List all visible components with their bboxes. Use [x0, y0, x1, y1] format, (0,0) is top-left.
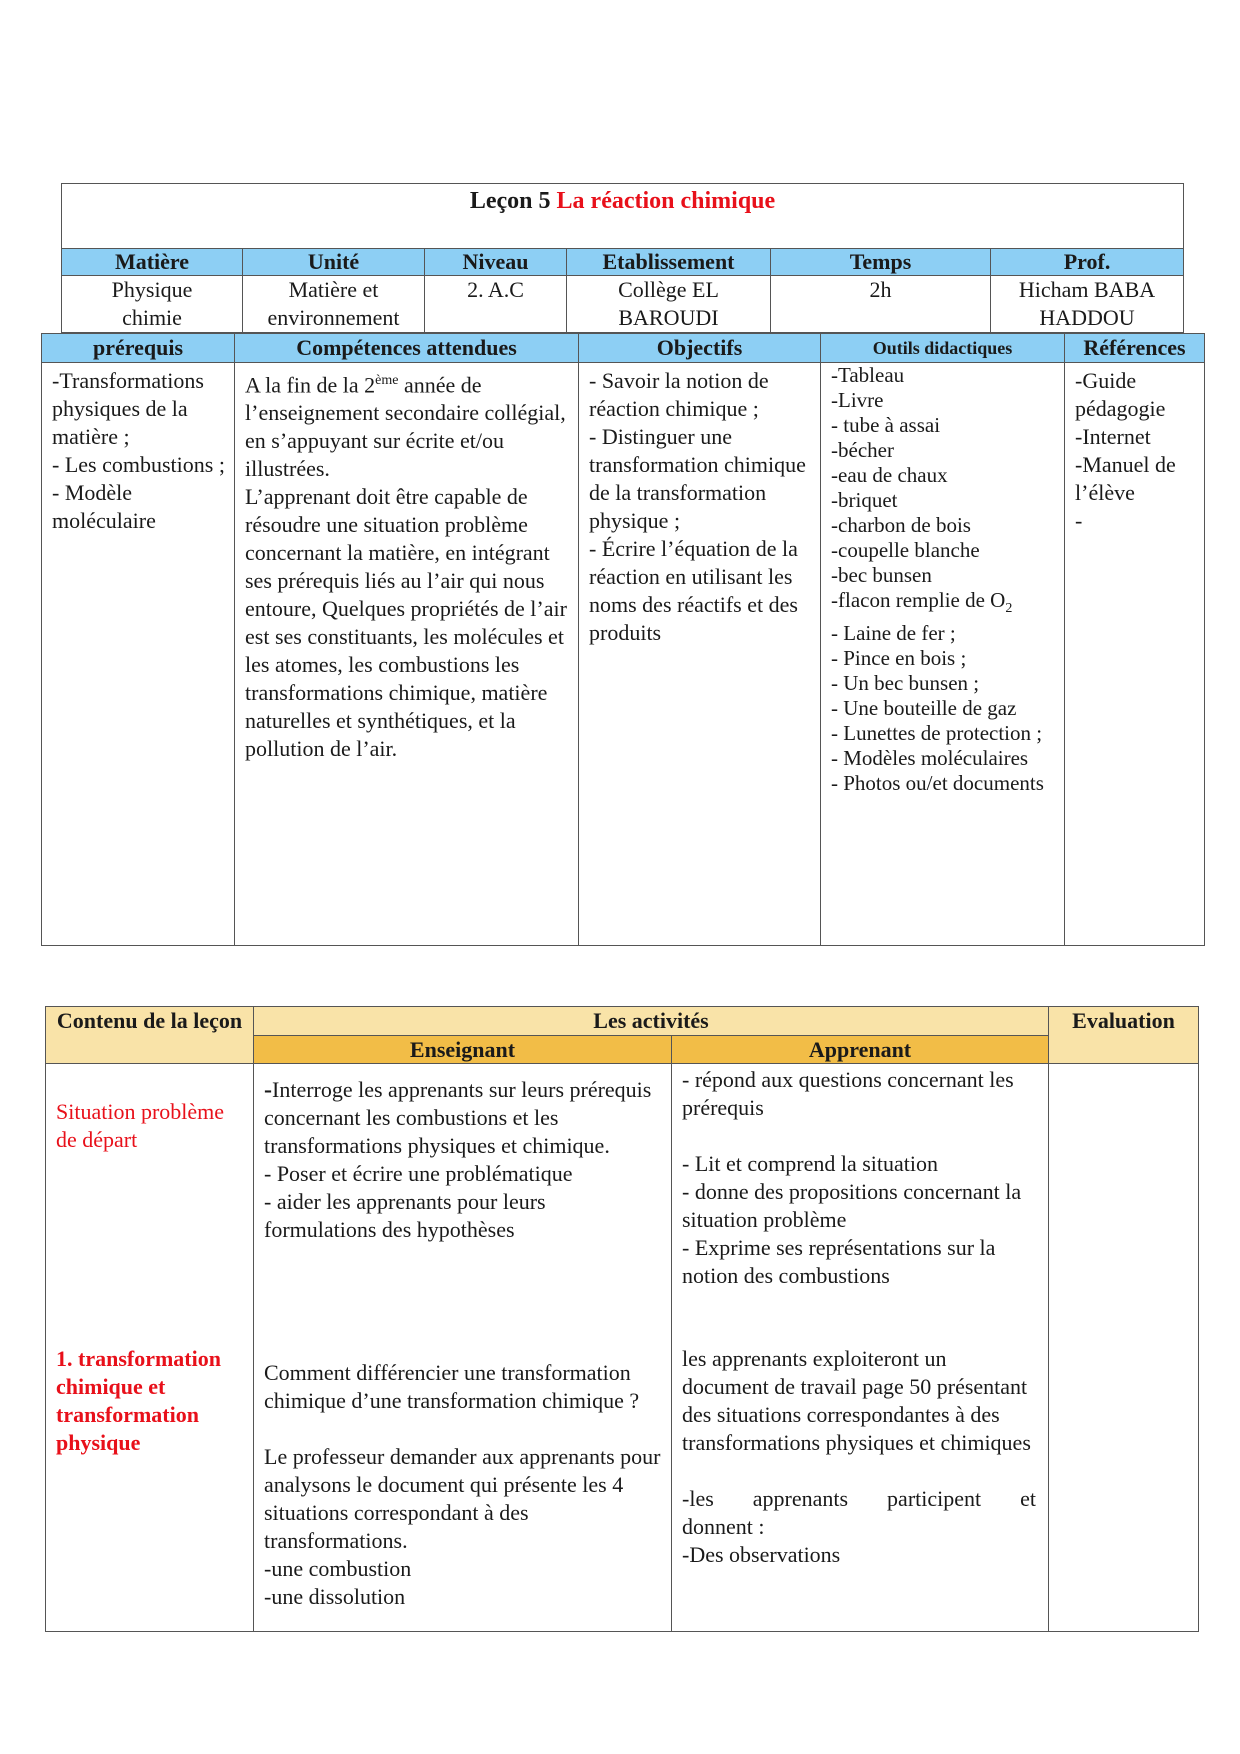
- prerequis-text: -Transformations physiques de la matière ; - Les combustions ; - Modèle moléculaire: [52, 368, 225, 533]
- value-matiere: Physique chimie: [62, 276, 243, 333]
- col-apprenant: Apprenant: [672, 1036, 1049, 1064]
- value-etablissement: Collège EL BAROUDI: [567, 276, 771, 333]
- blank-line: [682, 1457, 1036, 1485]
- outils-subscript: 2: [1005, 601, 1013, 617]
- apprenant-cell-transformation: [672, 1345, 1049, 1632]
- objectifs-cell: [579, 363, 821, 946]
- references-text: -Guide pédagogie -Internet -Manuel de l’élève -: [1075, 368, 1176, 533]
- header-col-prof: Prof.: [991, 249, 1184, 276]
- outils-list-part2: - Laine de fer ; - Pince en bois ; - Un bec bunsen ; - Une bouteille de gaz - Lunettes de protection ; - Modèles moléculaires - Photos ou/et documents: [831, 621, 1044, 796]
- header-col-temps: Temps: [771, 249, 991, 276]
- competences-cell: [235, 363, 579, 946]
- lesson-number: Leçon 5: [469, 188, 551, 214]
- header-col-unite: Unité: [243, 249, 425, 276]
- value-niveau: 2. A.C: [425, 276, 567, 333]
- competences-superscript: ème: [375, 373, 399, 388]
- apprenant-transformation-justified: -les apprenants participent et: [682, 1485, 1036, 1511]
- planning-table: [41, 333, 1205, 946]
- dash-bullet: -: [264, 1077, 272, 1103]
- evaluation-cell-transformation: [1049, 1345, 1199, 1632]
- apprenant-transformation-part1: les apprenants exploiteront un document de travail page 50 présentant des situations correspondantes à des transformations physiques et chimiques: [682, 1345, 1031, 1455]
- apprenant-cell-situation: [672, 1064, 1049, 1345]
- evaluation-cell-situation: [1049, 1064, 1199, 1345]
- col-evaluation: Evaluation: [1049, 1007, 1199, 1064]
- enseignant-cell-situation: [254, 1064, 672, 1345]
- header-col-etablissement: Etablissement: [567, 249, 771, 276]
- lesson-title: La réaction chimique: [556, 188, 776, 214]
- outils-list-part1: -Tableau -Livre - tube à assai -bécher -eau de chaux -briquet -charbon de bois -coupelle blanche -bec bunsen -flacon remplie de O: [831, 363, 1006, 612]
- value-prof: Hicham BABA HADDOU: [991, 276, 1184, 333]
- references-cell: [1065, 363, 1205, 946]
- lesson-header-table: [61, 183, 1184, 333]
- enseignant-situation-text: Interroge les apprenants sur leurs prérequis concernant les combustions et les transformations physiques et chimique. - Poser et écrire une problématique - aider les apprenants pour leurs formulations des hypothèses: [264, 1077, 652, 1242]
- col-enseignant: Enseignant: [254, 1036, 672, 1064]
- header-col-niveau: Niveau: [425, 249, 567, 276]
- activities-table: [45, 1006, 1199, 1632]
- contenu-cell-transformation: [46, 1345, 254, 1632]
- col-contenu: Contenu de la leçon: [46, 1007, 254, 1064]
- enseignant-situation: [264, 1076, 663, 1244]
- competences-text: [245, 367, 570, 763]
- enseignant-cell-transformation: [254, 1345, 672, 1632]
- value-temps: 2h: [771, 276, 991, 333]
- planning-col-prerequis: prérequis: [42, 334, 235, 363]
- contenu-situation: Situation problème de départ: [56, 1099, 225, 1152]
- outils-text: [831, 363, 1056, 796]
- objectifs-text: - Savoir la notion de réaction chimique ; - Distinguer une transformation chimique de la transformation physique ; - Écrire l’équation de la réaction en utilisant les noms des réactifs et des produits: [589, 368, 806, 645]
- competences-start: A la fin de la 2: [245, 372, 376, 398]
- planning-col-competences: Compétences attendues: [235, 334, 579, 363]
- contenu-transformation: 1. transformation chimique et transformation physique: [56, 1345, 221, 1455]
- planning-col-outils: Outils didactiques: [821, 334, 1065, 363]
- lesson-title-cell: [62, 184, 1184, 249]
- planning-col-objectifs: Objectifs: [579, 334, 821, 363]
- contenu-cell-situation: [46, 1064, 254, 1345]
- apprenant-situation: - répond aux questions concernant les prérequis - Lit et comprend la situation - donne des propositions concernant la situation problème - Exprime ses représentations sur la notion des combustions: [682, 1067, 1022, 1288]
- col-activites: Les activités: [254, 1007, 1049, 1036]
- planning-col-references: Références: [1065, 334, 1205, 363]
- apprenant-transformation-part2: donnent : -Des observations: [682, 1513, 841, 1567]
- competences-rest: année de l’enseignement secondaire collégial, en s’appuyant sur écrite et/ou illustrées. L’apprenant doit être capable de résoudre une situation problème concernant la matière, en intégrant ses prérequis liés au l’air qui nous entoure, Quelques propriétés de l’air est ses constituants, les molécules et les atomes, les combustions les transformations chimique, matière naturelles et synthétiques, et la pollution de l’air.: [245, 372, 567, 762]
- prerequis-cell: [42, 363, 235, 946]
- header-col-matiere: Matière: [62, 249, 243, 276]
- value-unite: Matière et environnement: [243, 276, 425, 333]
- outils-cell: [821, 363, 1065, 946]
- enseignant-transformation: Comment différencier une transformation chimique d’une transformation chimique ? Le professeur demander aux apprenants pour analysons le document qui présente les 4 situations correspondant à des transformations. -une combustion -une dissolution: [264, 1359, 661, 1609]
